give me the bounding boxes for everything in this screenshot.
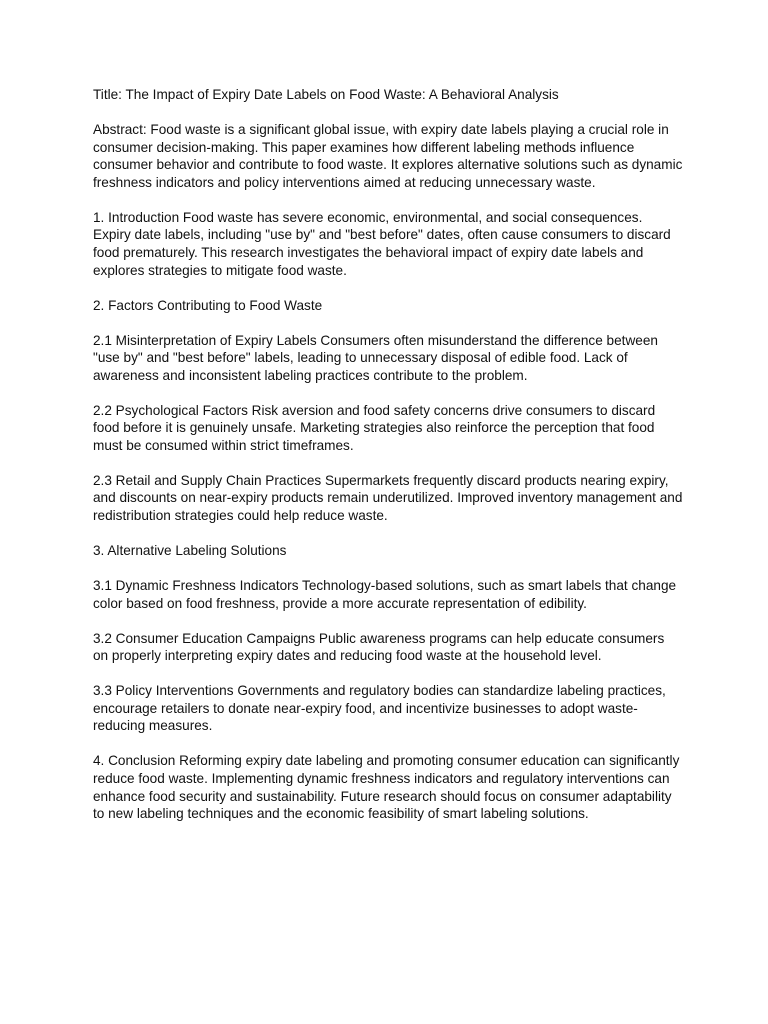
document-body xyxy=(93,86,683,840)
section-3-heading: 3. Alternative Labeling Solutions xyxy=(93,543,287,559)
introduction-paragraph: 1. Introduction Food waste has severe economic, environmental, and social consequences. Expiry date labels, including "use by" and "best before" dates, often cause consumers to discard food prematurely. This research investigates the behavioral impact of expiry date labels and explores strategies to mitigate food waste. xyxy=(93,209,671,278)
section-2-heading: 2. Factors Contributing to Food Waste xyxy=(93,297,323,313)
section-2-1-paragraph: 2.1 Misinterpretation of Expiry Labels Consumers often misunderstand the difference between "use by" and "best before" labels, leading to unnecessary disposal of edible food. Lack of awareness and inconsistent labeling practices contribute to the problem. xyxy=(93,332,658,383)
section-2-3-paragraph: 2.3 Retail and Supply Chain Practices Supermarkets frequently discard products nearing expiry, and discounts on near-expiry products remain underutilized. Improved inventory management and redistribution strategies could help reduce waste. xyxy=(93,472,683,524)
section-3-2-paragraph: 3.2 Consumer Education Campaigns Public awareness programs can help educate consumers on properly interpreting expiry dates and reducing food waste at the household level. xyxy=(93,630,665,664)
section-2-2-paragraph: 2.2 Psychological Factors Risk aversion and food safety concerns drive consumers to discard food before it is genuinely unsafe. Marketing strategies also reinforce the perception that food must be consumed within strict timeframes. xyxy=(93,402,656,453)
section-3-3-paragraph: 3.3 Policy Interventions Governments and regulatory bodies can standardize labeling practices, encourage retailers to donate near-expiry food, and incentivize businesses to adopt waste-reducing measures. xyxy=(93,683,666,734)
conclusion-paragraph: 4. Conclusion Reforming expiry date labeling and promoting consumer education can significantly reduce food waste. Implementing dynamic freshness indicators and regulatory interventions can enhance food security and sustainability. Future research should focus on consumer adaptability to new labeling techniques and the economic feasibility of smart labeling solutions. xyxy=(93,753,680,822)
document-title: Title: The Impact of Expiry Date Labels on Food Waste: A Behavioral Analysis xyxy=(93,87,559,102)
abstract-paragraph: Abstract: Food waste is a significant global issue, with expiry date labels playing a crucial role in consumer decision-making. This paper examines how different labeling methods influence consumer behavior and contribute to food waste. It explores alternative solutions such as dynamic freshness indicators and policy interventions aimed at reducing unnecessary waste. xyxy=(93,121,683,190)
section-3-1-paragraph: 3.1 Dynamic Freshness Indicators Technology-based solutions, such as smart labels that change color based on food freshness, provide a more accurate representation of edibility. xyxy=(93,578,677,611)
